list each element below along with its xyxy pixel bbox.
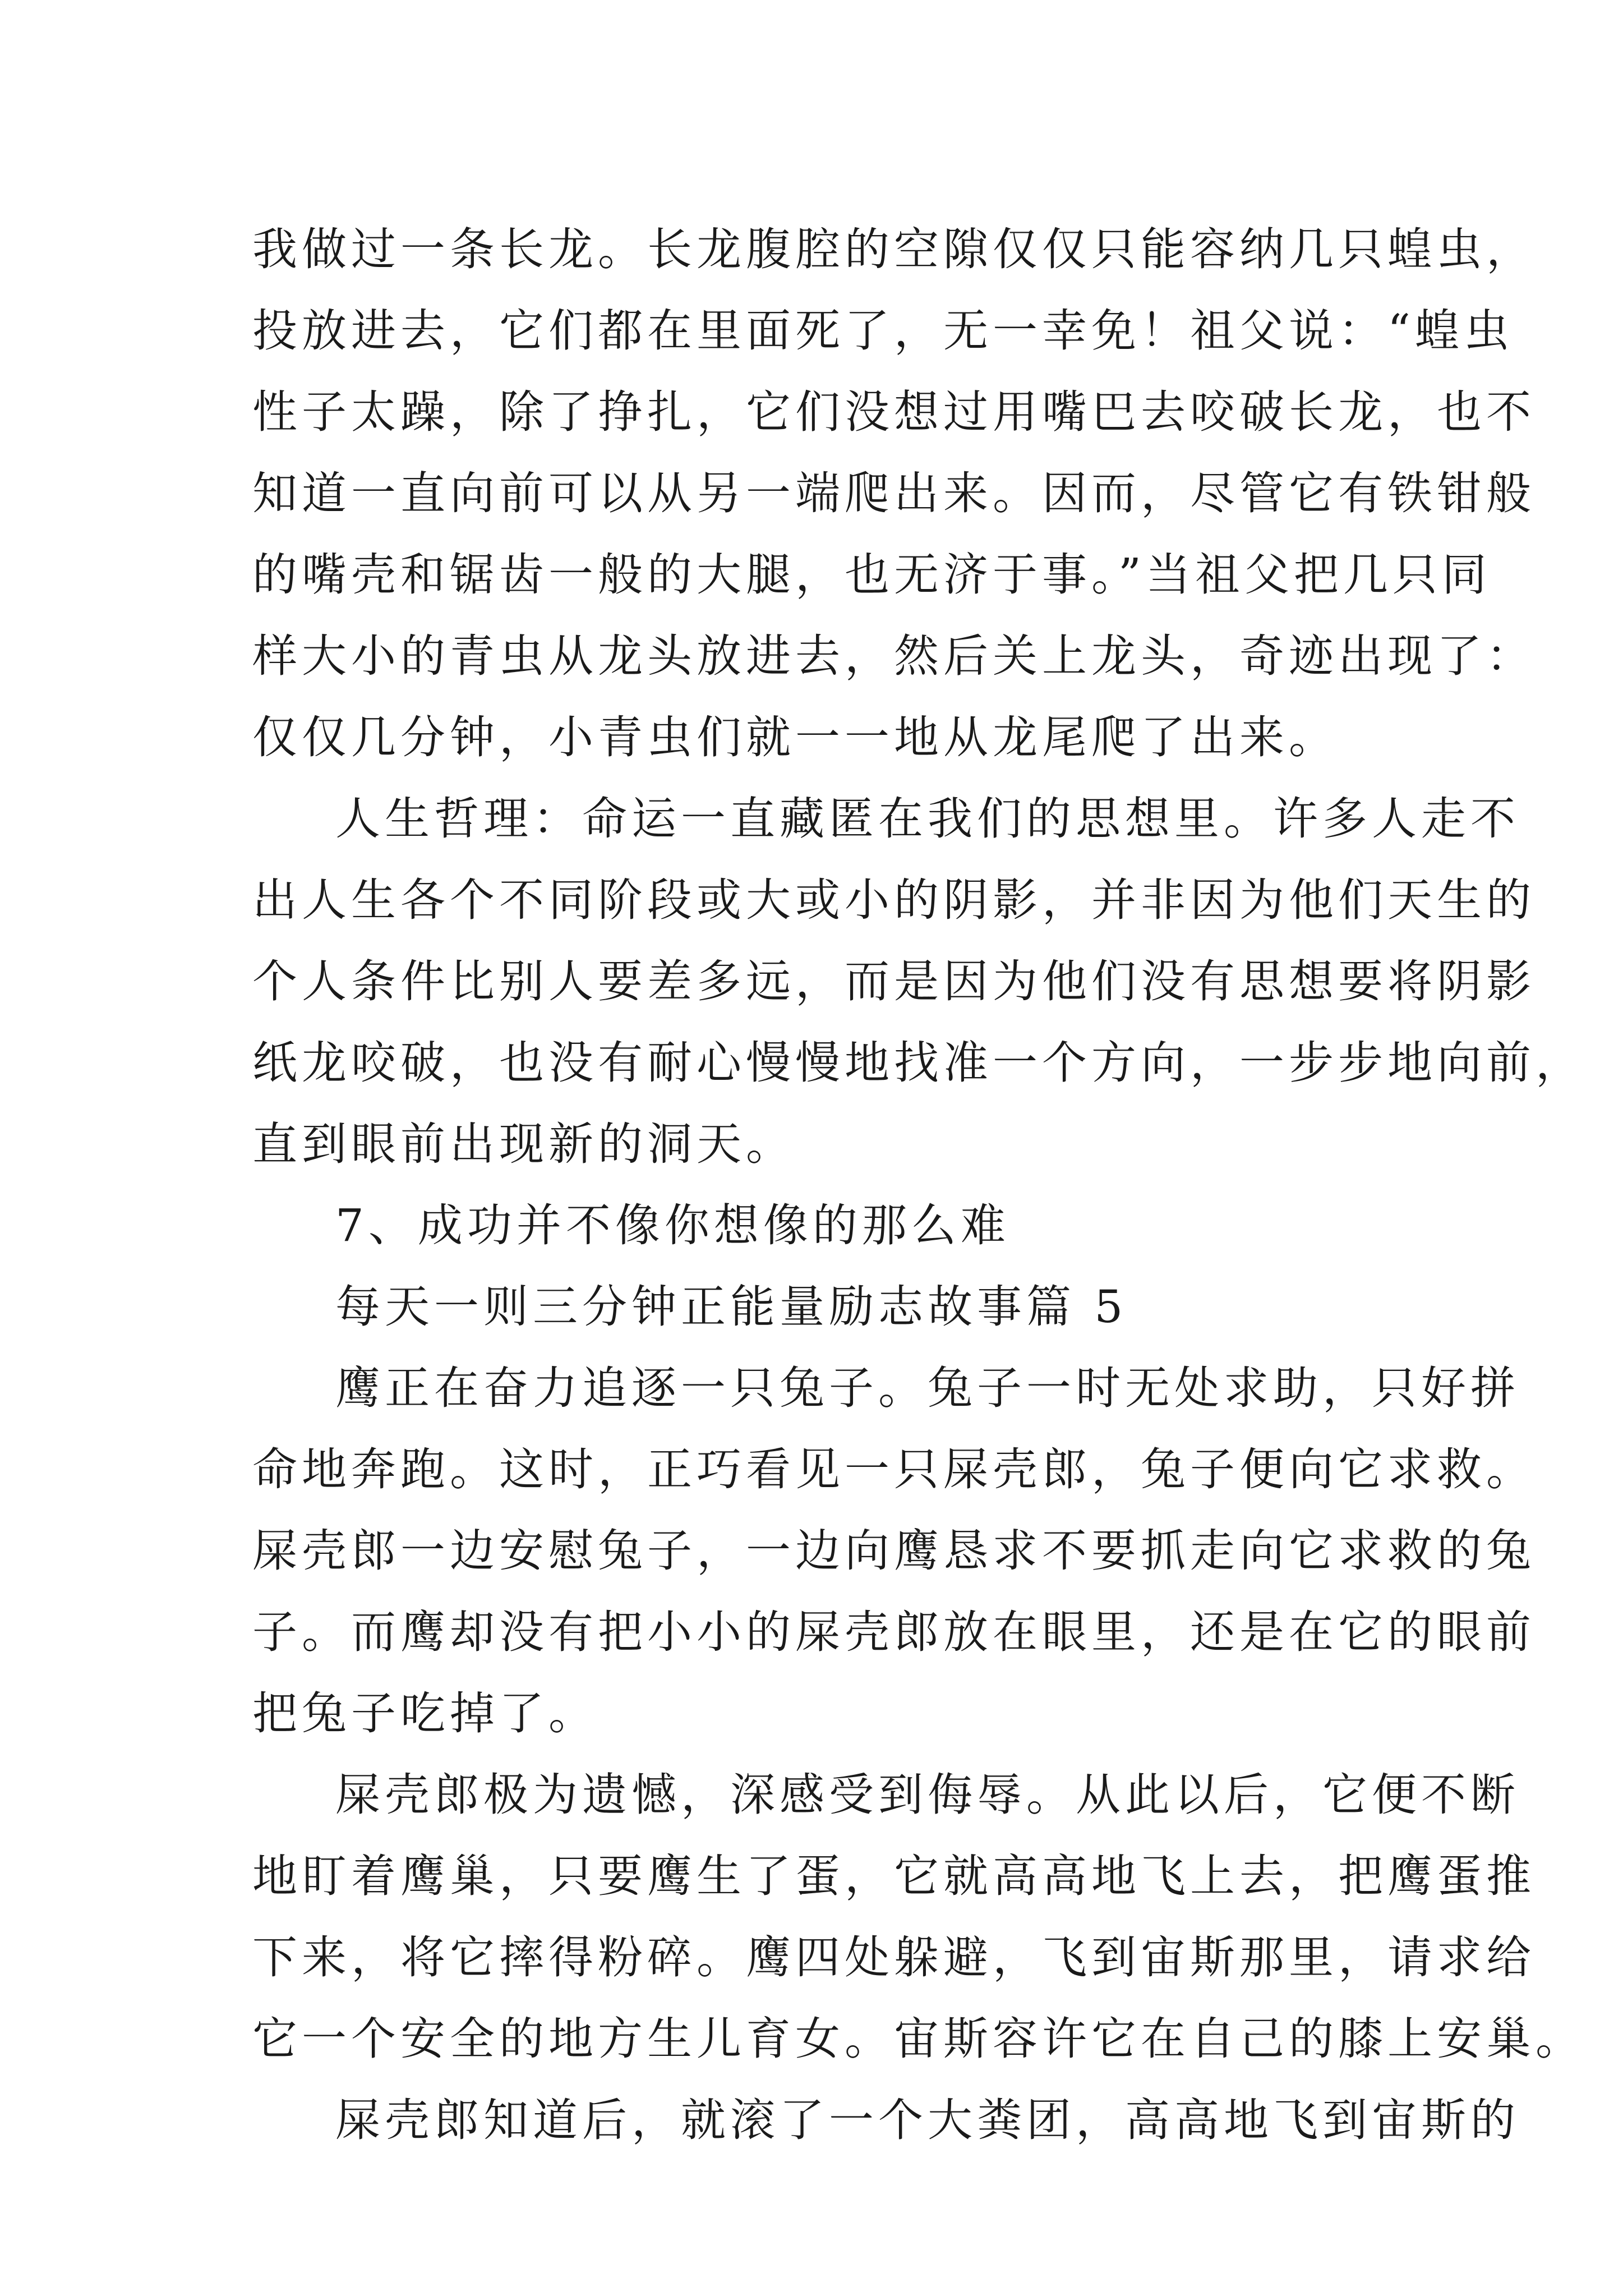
paragraph-start-line: 人生哲理：命运一直藏匿在我们的思想里。许多人走不 — [335, 793, 1520, 845]
text-line: 纸龙咬破，也没有耐心慢慢地找准一个方向，一步步地向前， — [252, 1037, 1585, 1089]
paragraph-start-line: 鹰正在奋力追逐一只兔子。兔子一时无处求助，只好拼 — [335, 1362, 1520, 1414]
text-line: 地盯着鹰巢，只要鹰生了蛋，它就高高地飞上去，把鹰蛋推 — [252, 1850, 1536, 1902]
text-line: 把兔子吃掉了。 — [252, 1687, 598, 1740]
text-line: 投放进去，它们都在里面死了，无一幸免！祖父说：“蝗虫 — [252, 305, 1514, 357]
paragraph-start-line: 屎壳郎知道后，就滚了一个大粪团，高高地飞到宙斯的 — [335, 2094, 1520, 2146]
text-line: 下来，将它摔得粉碎。鹰四处躲避，飞到宙斯那里，请求给 — [252, 1931, 1536, 1984]
text-line: 仅仅几分钟，小青虫们就一一地从龙尾爬了出来。 — [252, 711, 1338, 763]
text-line: 性子太躁，除了挣扎，它们没想过用嘴巴去咬破长龙，也不 — [252, 386, 1536, 438]
text-line: 命地奔跑。这时，正巧看见一只屎壳郎，兔子便向它求救。 — [252, 1443, 1536, 1496]
text-line: 子。而鹰却没有把小小的屎壳郎放在眼里，还是在它的眼前 — [252, 1606, 1536, 1658]
text-line: 它一个安全的地方生儿育女。宙斯容许它在自己的膝上安巢。 — [252, 2013, 1585, 2065]
text-line: 知道一直向前可以从另一端爬出来。因而，尽管它有铁钳般 — [252, 467, 1536, 519]
text-line: 样大小的青虫从龙头放进去，然后关上龙头，奇迹出现了： — [252, 630, 1536, 682]
section-heading: 7、成功并不像你想像的那么难 — [335, 1199, 1010, 1251]
text-line: 个人条件比别人要差多远，而是因为他们没有思想要将阴影 — [252, 955, 1536, 1007]
section-heading: 每天一则三分钟正能量励志故事篇 5 — [335, 1281, 1128, 1333]
text-line: 直到眼前出现新的洞天。 — [252, 1118, 795, 1170]
text-line: 出人生各个不同阶段或大或小的阴影，并非因为他们天生的 — [252, 874, 1536, 926]
text-line: 屎壳郎一边安慰兔子，一边向鹰恳求不要抓走向它求救的兔 — [252, 1525, 1536, 1577]
text-line: 我做过一条长龙。长龙腹腔的空隙仅仅只能容纳几只蝗虫， — [252, 223, 1536, 275]
paragraph-start-line: 屎壳郎极为遗憾，深感受到侮辱。从此以后，它便不断 — [335, 1769, 1520, 1821]
text-line: 的嘴壳和锯齿一般的大腿，也无济于事。”当祖父把几只同 — [252, 549, 1491, 601]
